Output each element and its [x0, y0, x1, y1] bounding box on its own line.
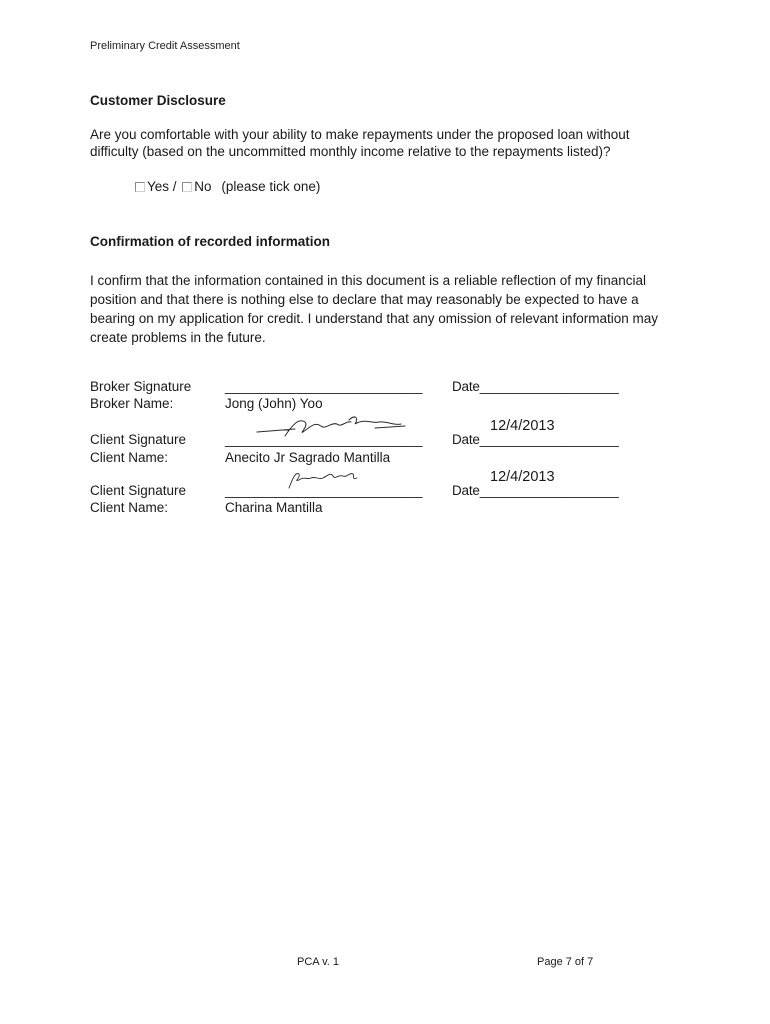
yes-label: Yes /	[147, 179, 177, 194]
client1-name-label: Client Name:	[90, 450, 169, 465]
client2-signature-label: Client Signature	[90, 483, 187, 498]
disclosure-question-line-2: difficulty (based on the uncommitted monthly income relative to the repayments listed)?	[90, 144, 611, 159]
client1-name-value: Anecito Jr Sagrado Mantilla	[225, 450, 391, 465]
tick-instruction: (please tick one)	[221, 179, 321, 194]
disclosure-heading: Customer Disclosure	[90, 93, 226, 108]
broker-signature-label: Broker Signature	[90, 379, 192, 394]
client2-signature-line: ___________________________	[225, 483, 423, 498]
confirmation-line-1: I confirm that the information contained in this document is a reliable reflection of my financial	[90, 273, 647, 288]
client1-date-field: Date___________________	[452, 432, 619, 447]
disclosure-question-line-1: Are you comfortable with your ability to make repayments under the proposed loan without	[90, 127, 630, 142]
confirmation-heading: Confirmation of recorded information	[90, 234, 331, 249]
confirmation-line-2: position and that there is nothing else to declare that may reasonably be expected to have a	[90, 292, 639, 307]
footer-page-number: Page 7 of 7	[537, 956, 594, 968]
client1-signature-line: ___________________________	[225, 432, 423, 447]
no-label: No	[194, 179, 212, 194]
confirmation-line-4: create problems in the future.	[90, 330, 266, 345]
client1-signature-label: Client Signature	[90, 432, 187, 447]
broker-name-value: Jong (John) Yoo	[225, 396, 323, 411]
footer-version: PCA v. 1	[297, 956, 339, 968]
client2-date-value: 12/4/2013	[490, 469, 555, 485]
broker-name-label: Broker Name:	[90, 396, 174, 411]
yes-no-choice	[135, 179, 320, 194]
client2-name-label: Client Name:	[90, 500, 169, 515]
client2-date-field: Date___________________	[452, 483, 619, 498]
client1-date-value: 12/4/2013	[490, 418, 555, 434]
broker-date-field: Date___________________	[452, 379, 619, 394]
client2-name-value: Charina Mantilla	[225, 500, 323, 515]
document-header: Preliminary Credit Assessment	[90, 40, 240, 52]
no-checkbox[interactable]	[182, 182, 192, 192]
broker-signature-line: ___________________________	[225, 379, 423, 394]
confirmation-line-3: bearing on my application for credit. I understand that any omission of relevant information may	[90, 311, 659, 326]
yes-checkbox[interactable]	[135, 182, 145, 192]
